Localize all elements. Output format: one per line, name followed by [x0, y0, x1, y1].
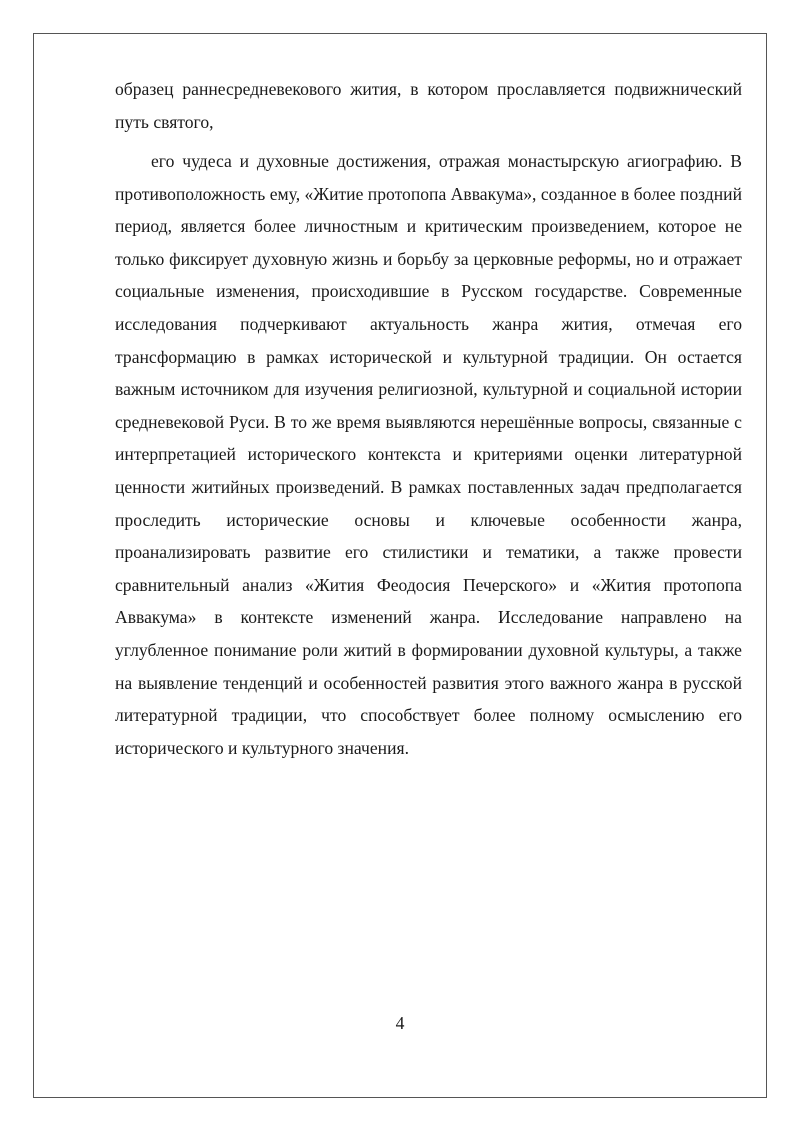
page-number: 4 — [395, 1013, 405, 1033]
paragraph-2: его чудеса и духовные достижения, отражая монастырскую агиографию. В противоположность ему, «Житие протопопа Аввакума», созданное в более поздний период, является более личностным и критическим произведением, которое не только фиксирует духовную жизнь и борьбу за церковные реформы, но и отражает социальные изменения, происходившие в Русском государстве. Современные исследования подчеркивают актуальность жанра жития, отмечая его трансформацию в рамках исторической и культурной традиции. Он остается важным источником для изучения религиозной, культурной и социальной истории средневековой Руси. В то же время выявляются нерешённые вопросы, связанные с интерпретацией исторического контекста и критериями оценки литературной ценности житийных произведений. В рамках поставленных задач предполагается проследить исторические основы и ключевые особенности жанра, проанализировать развитие его стилистики и тематики, а также провести сравнительный анализ «Жития Феодосия Печерского» и «Жития протопопа Аввакума» в контексте изменений жанра. Исследование направлено на углубленное понимание роли житий в формировании духовной культуры, а также на выявление тенденций и особенностей развития этого важного жанра в русской литературной традиции, что способствует более полному осмыслению его исторического и культурного значения. — [115, 151, 742, 758]
paragraph-1: образец раннесредневекового жития, в котором прославляется подвижнический путь святого, — [115, 79, 742, 132]
